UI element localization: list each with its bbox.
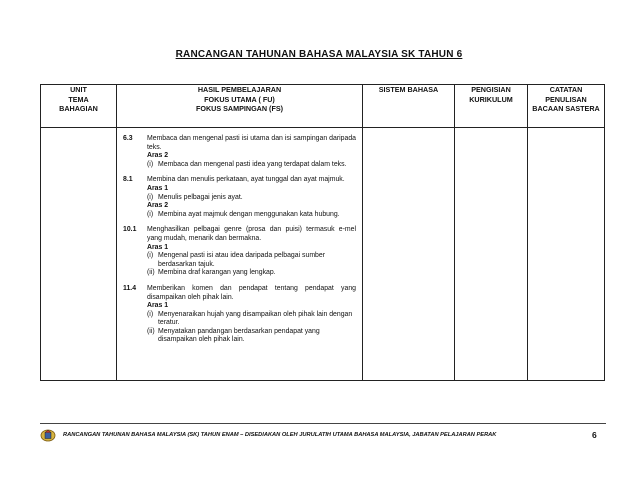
sub-item-text: Membina ayat majmuk dengan menggunakan kata hubung. xyxy=(158,210,340,218)
header-sistem-bahasa: SISTEM BAHASA xyxy=(363,85,455,128)
sub-item-marker: (i) xyxy=(147,310,154,318)
sub-item-marker: (ii) xyxy=(147,269,155,277)
unit-cell xyxy=(41,128,117,381)
header-catatan: CATATAN PENULISAN BACAAN SASTERA xyxy=(528,85,605,128)
learning-outcome-item xyxy=(123,176,356,219)
learning-outcomes-cell xyxy=(117,128,363,381)
footer-divider xyxy=(40,423,606,424)
outcome-code: 6.3 xyxy=(123,135,133,142)
sub-item-text: Mengenal pasti isi atau idea daripada pelbagai sumber berdasarkan tajuk. xyxy=(158,252,326,268)
learning-outcome-item xyxy=(123,285,356,345)
outcome-body xyxy=(147,285,356,345)
sistem-bahasa-cell xyxy=(363,128,455,381)
sub-item xyxy=(147,311,356,328)
sub-item xyxy=(147,269,356,278)
outcome-text: Menghasilkan pelbagai genre (prosa dan puisi) termasuk e-mel yang mudah, menarik dan bermakna. xyxy=(147,226,356,242)
sub-item-text: Menyatakan pandangan berdasarkan pendapat yang disampaikan oleh pihak lain. xyxy=(158,327,320,344)
outcome-code: 8.1 xyxy=(123,176,133,184)
sub-item-marker: (i) xyxy=(147,160,154,168)
catatan-cell xyxy=(528,128,605,381)
outcome-text: Memberikan komen dan pendapat tentang pendapat yang disampaikan oleh pihak lain. xyxy=(147,284,356,301)
header-hasil-pembelajaran: HASIL PEMBELAJARAN FOKUS UTAMA ( FU) FOKUS SAMPINGAN (FS) xyxy=(117,85,363,128)
header-pengisian-kurikulum: PENGISIAN KURIKULUM xyxy=(455,85,528,128)
outcome-text: Membaca dan mengenal pasti isi utama dan isi sampingan daripada teks. xyxy=(147,135,356,151)
sub-item-text: Membina draf karangan yang lengkap. xyxy=(158,269,276,277)
sub-item-text: Menulis pelbagai jenis ayat. xyxy=(158,193,243,201)
aras-label: Aras 1 xyxy=(147,302,169,310)
aras-label: Aras 1 xyxy=(147,243,169,251)
sub-item-marker: (ii) xyxy=(147,327,155,335)
sub-item-text: Menyenaraikan hujah yang disampaikan oleh pihak lain dengan teratur. xyxy=(158,310,353,327)
lesson-plan-table xyxy=(40,84,605,381)
learning-outcomes-list xyxy=(123,135,356,345)
outcome-body xyxy=(147,135,356,169)
sub-item-marker: (i) xyxy=(147,193,154,201)
aras-label: Aras 1 xyxy=(147,184,169,192)
sub-item-marker: (i) xyxy=(147,210,154,218)
learning-outcome-item xyxy=(123,135,356,169)
pengisian-cell xyxy=(455,128,528,381)
sub-item xyxy=(147,161,356,170)
page-number: 6 xyxy=(592,430,597,440)
table-header-row xyxy=(41,85,605,128)
aras-label: Aras 2 xyxy=(147,202,169,210)
document-title: RANCANGAN TAHUNAN BAHASA MALAYSIA SK TAHUN 6 xyxy=(175,49,463,60)
table-body-row xyxy=(41,128,605,381)
outcome-code: 11.4 xyxy=(123,284,137,292)
sub-item-marker: (i) xyxy=(147,252,154,260)
crest-logo-icon xyxy=(40,428,56,442)
sub-item-text: Membaca dan mengenal pasti idea yang terdapat dalam teks. xyxy=(158,160,347,168)
sub-item xyxy=(147,252,356,269)
outcome-body xyxy=(147,176,356,219)
sub-item xyxy=(147,194,356,203)
header-unit-tema-bahagian: UNIT TEMA BAHAGIAN xyxy=(41,85,117,128)
outcome-body xyxy=(147,226,356,278)
aras-label: Aras 2 xyxy=(147,152,169,160)
footer-text: RANCANGAN TAHUNAN BAHASA MALAYSIA (SK) TAHUN ENAM – DISEDIAKAN OLEH JURULATIH UTAMA BAHASA MALAYSIA, JABATAN PELAJARAN PERAK xyxy=(63,432,497,438)
sub-item xyxy=(147,211,356,220)
outcome-text: Membina dan menulis perkataan, ayat tunggal dan ayat majmuk. xyxy=(147,176,345,184)
sub-item xyxy=(147,328,356,345)
outcome-code: 10.1 xyxy=(123,226,137,234)
learning-outcome-item xyxy=(123,226,356,278)
